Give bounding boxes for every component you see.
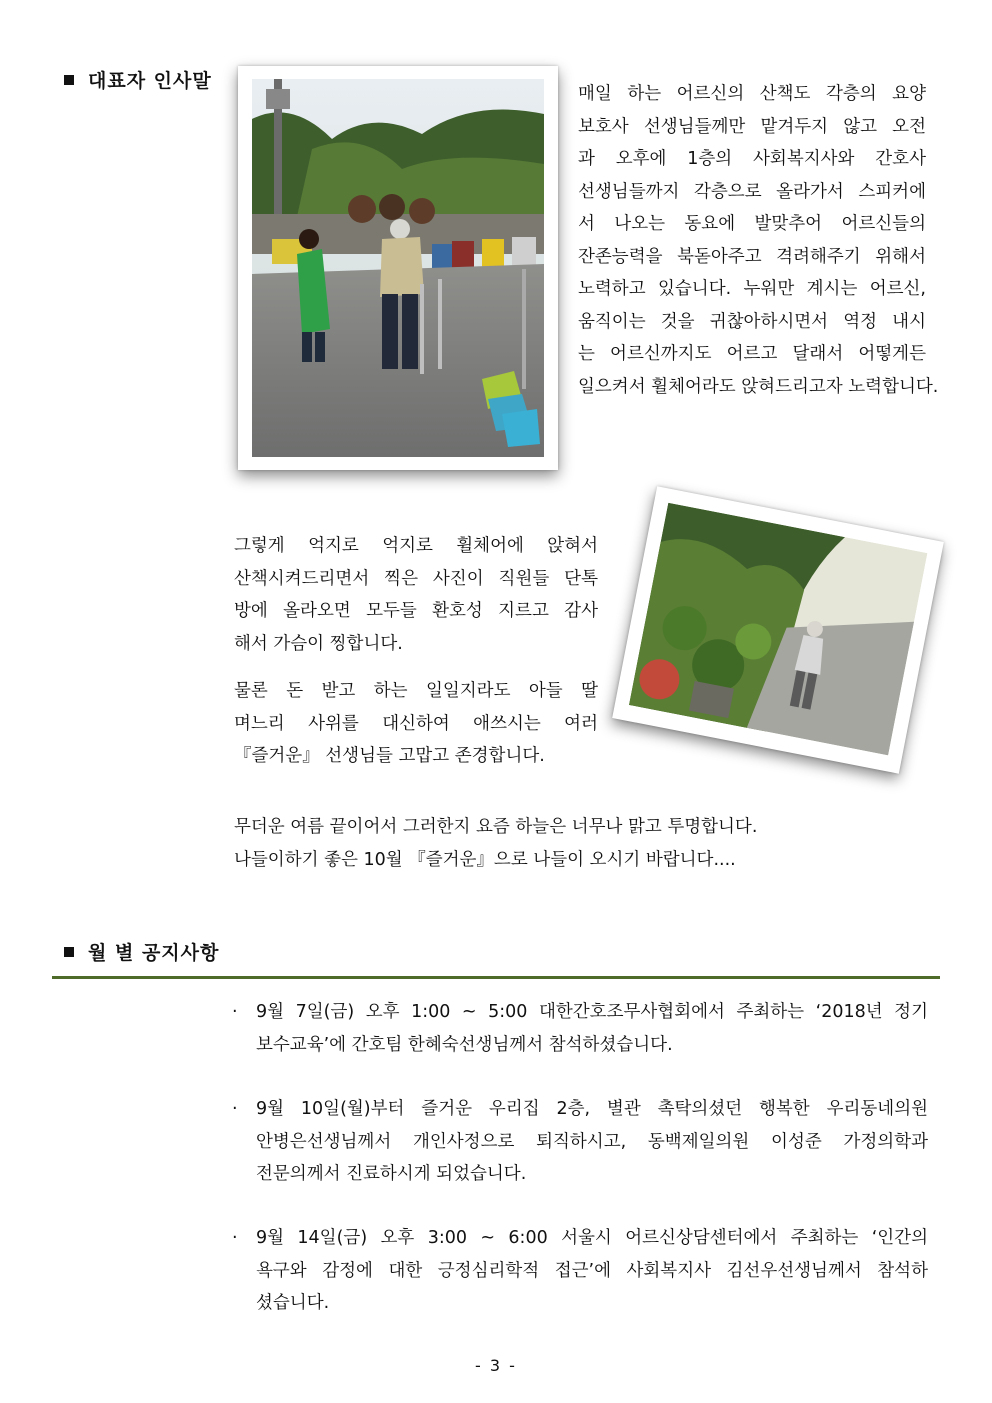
text-line: 움직이는 것을 귀찮아하시면서 역정 내시 — [578, 311, 926, 332]
dot-bullet-icon: · — [232, 1228, 238, 1248]
garden-photo — [612, 486, 944, 773]
text-line: 보호사 선생님들께만 맡겨두지 않고 오전 — [578, 116, 926, 137]
text-line: 『즐거운』 선생님들 고맙고 존경합니다. — [234, 746, 545, 766]
text-line: 서 나오는 동요에 발맞추어 어르신들의 — [578, 214, 926, 234]
text-line: 해서 가슴이 찡합니다. — [234, 633, 403, 654]
greeting-paragraph-1 — [578, 78, 939, 403]
walk-photo-image — [252, 79, 544, 457]
text-line: 일으켜서 휠체어라도 앉혀드리고자 노력합니다. — [578, 376, 939, 397]
notice-item — [232, 996, 928, 1061]
text-line: 그렇게 억지로 억지로 휠체어에 앉혀서 — [234, 536, 598, 556]
walk-photo — [238, 66, 558, 470]
text-line: 9월 7일(금) 오후 1:00 ~ 5:00 대한간호조무사협회에서 주최하는 ‘2018년 정기 — [256, 1002, 928, 1022]
text-line: 물론 돈 받고 하는 일일지라도 아들 딸 — [234, 681, 598, 701]
text-line: 과 오후에 1층의 사회복지사와 간호사 — [578, 149, 926, 169]
notices-heading — [64, 938, 219, 965]
notice-item — [232, 1222, 928, 1320]
dot-bullet-icon: · — [232, 1002, 238, 1022]
text-line: 셨습니다. — [256, 1293, 330, 1313]
garden-photo-image — [629, 503, 927, 756]
text-line: 방에 올라오면 모두들 환호성 지르고 감사 — [234, 601, 598, 621]
text-line: 무더운 여름 끝이어서 그러한지 요즘 하늘은 너무나 맑고 투명합니다. — [234, 817, 758, 837]
text-line: 며느리 사위를 대신하여 애쓰시는 여러 — [234, 713, 598, 734]
text-line: 노력하고 있습니다. 누워만 계시는 어르신, — [578, 279, 926, 299]
greeting-paragraph-2 — [234, 530, 598, 660]
square-bullet-icon — [64, 947, 74, 957]
notices-heading-text: 월 별 공지사항 — [88, 942, 220, 964]
page-number: - 3 - — [475, 1356, 517, 1375]
text-line: 잔존능력을 북돋아주고 격려해주기 위해서 — [578, 246, 926, 267]
greeting-heading-text: 대표자 인사말 — [88, 70, 212, 92]
section-divider — [52, 976, 940, 979]
text-line: 9월 14일(금) 오후 3:00 ~ 6:00 서울시 어르신상담센터에서 주최하는 ‘인간의 — [256, 1228, 928, 1248]
text-line: 선생님들까지 각층으로 올라가서 스피커에 — [578, 181, 926, 202]
text-line: 는 어르신까지도 어르고 달래서 어떻게든 — [578, 344, 926, 364]
dot-bullet-icon: · — [232, 1099, 238, 1119]
text-line: 보수교육’에 간호팀 한혜숙선생님께서 참석하셨습니다. — [256, 1034, 673, 1055]
text-line: 산책시켜드리면서 찍은 사진이 직원들 단톡 — [234, 568, 598, 589]
text-line: 욕구와 감정에 대한 긍정심리학적 접근’에 사회복지사 김선우선생님께서 참석하 — [256, 1260, 928, 1281]
text-line: 전문의께서 진료하시게 되었습니다. — [256, 1164, 527, 1184]
greeting-paragraph-4 — [234, 811, 854, 876]
notice-item — [232, 1093, 928, 1191]
text-line: 9월 10일(월)부터 즐거운 우리집 2층, 별관 촉탁의셨던 행복한 우리동네의원 — [256, 1099, 928, 1119]
greeting-heading — [64, 66, 212, 93]
text-line: 나들이하기 좋은 10월 『즐거운』으로 나들이 오시기 바랍니다.... — [234, 849, 736, 870]
greeting-paragraph-3 — [234, 675, 598, 773]
square-bullet-icon — [64, 75, 74, 85]
text-line: 매일 하는 어르신의 산책도 각층의 요양 — [578, 84, 926, 104]
text-line: 안병은선생님께서 개인사정으로 퇴직하시고, 동백제일의원 이성준 가정의학과 — [256, 1131, 928, 1152]
